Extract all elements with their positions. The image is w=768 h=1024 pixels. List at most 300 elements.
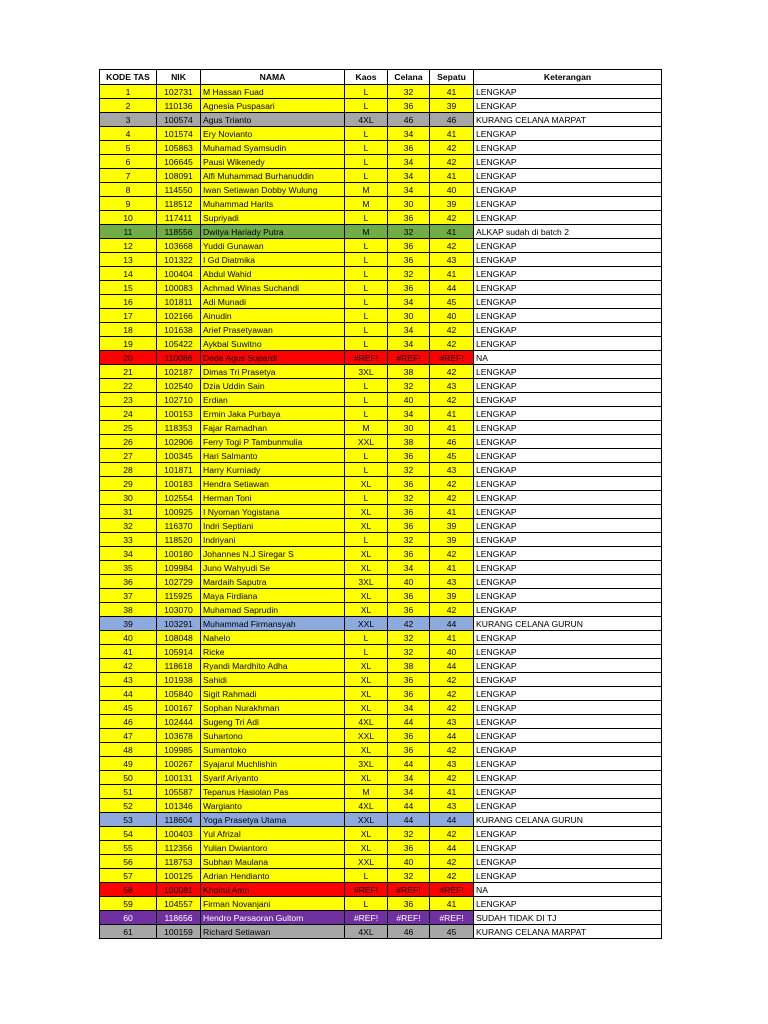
cell-kaos[interactable]: XXL <box>345 435 388 449</box>
cell-celana[interactable]: 36 <box>388 141 430 155</box>
cell-keterangan[interactable]: LENGKAP <box>474 379 662 393</box>
cell-kode-tas[interactable]: 60 <box>100 911 157 925</box>
cell-sepatu[interactable]: 43 <box>430 463 474 477</box>
cell-kode-tas[interactable]: 55 <box>100 841 157 855</box>
cell-kaos[interactable]: L <box>345 141 388 155</box>
cell-kaos[interactable]: M <box>345 197 388 211</box>
cell-celana[interactable]: 44 <box>388 799 430 813</box>
cell-nama[interactable]: Muhamad Saprudin <box>201 603 345 617</box>
cell-celana[interactable]: 32 <box>388 85 430 99</box>
cell-keterangan[interactable]: LENGKAP <box>474 281 662 295</box>
cell-sepatu[interactable]: 42 <box>430 687 474 701</box>
cell-kode-tas[interactable]: 23 <box>100 393 157 407</box>
cell-sepatu[interactable]: 44 <box>430 617 474 631</box>
cell-celana[interactable]: 36 <box>388 547 430 561</box>
cell-sepatu[interactable]: 42 <box>430 477 474 491</box>
cell-nik[interactable]: 116370 <box>157 519 201 533</box>
cell-sepatu[interactable]: 41 <box>430 407 474 421</box>
cell-nama[interactable]: Dede Agus Supardi <box>201 351 345 365</box>
cell-kaos[interactable]: 3XL <box>345 757 388 771</box>
cell-nik[interactable]: 105840 <box>157 687 201 701</box>
cell-nama[interactable]: Dwitya Hariady Putra <box>201 225 345 239</box>
header-celana[interactable]: Celana <box>388 70 430 85</box>
cell-kode-tas[interactable]: 12 <box>100 239 157 253</box>
cell-sepatu[interactable]: 44 <box>430 841 474 855</box>
cell-nama[interactable]: Nahelo <box>201 631 345 645</box>
cell-kode-tas[interactable]: 31 <box>100 505 157 519</box>
cell-kaos[interactable]: L <box>345 337 388 351</box>
cell-kaos[interactable]: XL <box>345 673 388 687</box>
cell-nama[interactable]: Ferry Togi P Tambunmulia <box>201 435 345 449</box>
cell-nama[interactable]: Dzia Uddin Sain <box>201 379 345 393</box>
cell-kaos[interactable]: XL <box>345 589 388 603</box>
cell-sepatu[interactable]: 40 <box>430 309 474 323</box>
header-keterangan[interactable]: Keterangan <box>474 70 662 85</box>
cell-sepatu[interactable]: 43 <box>430 715 474 729</box>
cell-kaos[interactable]: L <box>345 393 388 407</box>
cell-nama[interactable]: Indriyani <box>201 533 345 547</box>
cell-keterangan[interactable]: LENGKAP <box>474 169 662 183</box>
cell-keterangan[interactable]: LENGKAP <box>474 337 662 351</box>
cell-sepatu[interactable]: 42 <box>430 323 474 337</box>
cell-kode-tas[interactable]: 51 <box>100 785 157 799</box>
cell-nik[interactable]: 103291 <box>157 617 201 631</box>
cell-sepatu[interactable]: 45 <box>430 925 474 939</box>
cell-kaos[interactable]: M <box>345 225 388 239</box>
cell-sepatu[interactable]: #REF! <box>430 351 474 365</box>
cell-kode-tas[interactable]: 40 <box>100 631 157 645</box>
cell-celana[interactable]: 30 <box>388 421 430 435</box>
cell-keterangan[interactable]: LENGKAP <box>474 785 662 799</box>
cell-sepatu[interactable]: 41 <box>430 631 474 645</box>
cell-celana[interactable]: #REF! <box>388 883 430 897</box>
cell-nik[interactable]: 100167 <box>157 701 201 715</box>
cell-keterangan[interactable]: LENGKAP <box>474 701 662 715</box>
cell-kode-tas[interactable]: 33 <box>100 533 157 547</box>
cell-nama[interactable]: Suhartono <box>201 729 345 743</box>
cell-kode-tas[interactable]: 57 <box>100 869 157 883</box>
cell-keterangan[interactable]: LENGKAP <box>474 729 662 743</box>
cell-nik[interactable]: 102444 <box>157 715 201 729</box>
cell-celana[interactable]: #REF! <box>388 351 430 365</box>
cell-keterangan[interactable]: LENGKAP <box>474 575 662 589</box>
cell-nik[interactable]: 118353 <box>157 421 201 435</box>
cell-nik[interactable]: 100345 <box>157 449 201 463</box>
cell-sepatu[interactable]: 41 <box>430 85 474 99</box>
header-kode-tas[interactable]: KODE TAS <box>100 70 157 85</box>
cell-celana[interactable]: 40 <box>388 575 430 589</box>
cell-nama[interactable]: Yuddi Gunawan <box>201 239 345 253</box>
cell-kode-tas[interactable]: 58 <box>100 883 157 897</box>
cell-sepatu[interactable]: 43 <box>430 379 474 393</box>
cell-keterangan[interactable]: LENGKAP <box>474 505 662 519</box>
cell-celana[interactable]: 32 <box>388 869 430 883</box>
cell-celana[interactable]: 32 <box>388 645 430 659</box>
cell-kode-tas[interactable]: 38 <box>100 603 157 617</box>
cell-kaos[interactable]: XL <box>345 519 388 533</box>
cell-nik[interactable]: 102540 <box>157 379 201 393</box>
cell-kode-tas[interactable]: 19 <box>100 337 157 351</box>
cell-kode-tas[interactable]: 26 <box>100 435 157 449</box>
cell-keterangan[interactable]: LENGKAP <box>474 631 662 645</box>
cell-sepatu[interactable]: 41 <box>430 785 474 799</box>
cell-kode-tas[interactable]: 15 <box>100 281 157 295</box>
cell-kaos[interactable]: L <box>345 239 388 253</box>
cell-kode-tas[interactable]: 27 <box>100 449 157 463</box>
cell-kaos[interactable]: XL <box>345 505 388 519</box>
cell-sepatu[interactable]: 42 <box>430 155 474 169</box>
cell-nik[interactable]: 101574 <box>157 127 201 141</box>
cell-kode-tas[interactable]: 28 <box>100 463 157 477</box>
cell-sepatu[interactable]: 41 <box>430 505 474 519</box>
cell-nik[interactable]: 118512 <box>157 197 201 211</box>
cell-nama[interactable]: Syajarul Muchlishin <box>201 757 345 771</box>
cell-nik[interactable]: 118556 <box>157 225 201 239</box>
cell-nik[interactable]: 100403 <box>157 827 201 841</box>
cell-kode-tas[interactable]: 13 <box>100 253 157 267</box>
cell-keterangan[interactable]: LENGKAP <box>474 519 662 533</box>
cell-kaos[interactable]: XL <box>345 477 388 491</box>
cell-sepatu[interactable]: 41 <box>430 169 474 183</box>
cell-sepatu[interactable]: 39 <box>430 519 474 533</box>
cell-nama[interactable]: Supriyadi <box>201 211 345 225</box>
cell-kaos[interactable]: L <box>345 897 388 911</box>
cell-nik[interactable]: 105422 <box>157 337 201 351</box>
cell-nama[interactable]: Herman Toni <box>201 491 345 505</box>
cell-nik[interactable]: 102166 <box>157 309 201 323</box>
cell-nama[interactable]: Achmad Winas Suchandi <box>201 281 345 295</box>
cell-sepatu[interactable]: 42 <box>430 211 474 225</box>
cell-sepatu[interactable]: 44 <box>430 729 474 743</box>
cell-keterangan[interactable]: LENGKAP <box>474 799 662 813</box>
cell-kaos[interactable]: XL <box>345 771 388 785</box>
cell-kode-tas[interactable]: 43 <box>100 673 157 687</box>
cell-celana[interactable]: 36 <box>388 673 430 687</box>
cell-kaos[interactable]: XL <box>345 743 388 757</box>
cell-keterangan[interactable]: LENGKAP <box>474 463 662 477</box>
cell-keterangan[interactable]: LENGKAP <box>474 421 662 435</box>
cell-sepatu[interactable]: 43 <box>430 757 474 771</box>
cell-kode-tas[interactable]: 35 <box>100 561 157 575</box>
header-sepatu[interactable]: Sepatu <box>430 70 474 85</box>
cell-celana[interactable]: 30 <box>388 197 430 211</box>
cell-keterangan[interactable]: LENGKAP <box>474 183 662 197</box>
cell-nik[interactable]: 100125 <box>157 869 201 883</box>
cell-keterangan[interactable]: LENGKAP <box>474 743 662 757</box>
cell-celana[interactable]: 36 <box>388 239 430 253</box>
cell-nama[interactable]: Mardaih Saputra <box>201 575 345 589</box>
cell-nik[interactable]: 108048 <box>157 631 201 645</box>
cell-sepatu[interactable]: 45 <box>430 449 474 463</box>
cell-kaos[interactable]: XL <box>345 827 388 841</box>
cell-kaos[interactable]: L <box>345 533 388 547</box>
cell-kode-tas[interactable]: 24 <box>100 407 157 421</box>
cell-nama[interactable]: Hari Salmanto <box>201 449 345 463</box>
cell-kode-tas[interactable]: 6 <box>100 155 157 169</box>
cell-nik[interactable]: 100404 <box>157 267 201 281</box>
cell-kode-tas[interactable]: 17 <box>100 309 157 323</box>
cell-keterangan[interactable]: LENGKAP <box>474 547 662 561</box>
cell-nama[interactable]: Maya Firdiana <box>201 589 345 603</box>
cell-celana[interactable]: 34 <box>388 295 430 309</box>
cell-kaos[interactable]: XL <box>345 687 388 701</box>
cell-nik[interactable]: 105914 <box>157 645 201 659</box>
cell-kaos[interactable]: 4XL <box>345 113 388 127</box>
cell-kode-tas[interactable]: 14 <box>100 267 157 281</box>
cell-kode-tas[interactable]: 5 <box>100 141 157 155</box>
cell-celana[interactable]: 34 <box>388 337 430 351</box>
cell-celana[interactable]: 32 <box>388 379 430 393</box>
cell-sepatu[interactable]: 43 <box>430 799 474 813</box>
cell-kode-tas[interactable]: 37 <box>100 589 157 603</box>
cell-kode-tas[interactable]: 59 <box>100 897 157 911</box>
cell-keterangan[interactable]: KURANG CELANA GURUN <box>474 617 662 631</box>
cell-nama[interactable]: Fajar Ramadhan <box>201 421 345 435</box>
cell-kaos[interactable]: L <box>345 379 388 393</box>
cell-celana[interactable]: 46 <box>388 113 430 127</box>
cell-celana[interactable]: 36 <box>388 743 430 757</box>
cell-sepatu[interactable]: 39 <box>430 99 474 113</box>
cell-kode-tas[interactable]: 39 <box>100 617 157 631</box>
cell-nama[interactable]: Sigit Rahmadi <box>201 687 345 701</box>
cell-kaos[interactable]: L <box>345 295 388 309</box>
cell-keterangan[interactable]: LENGKAP <box>474 855 662 869</box>
cell-nama[interactable]: Indri Septiani <box>201 519 345 533</box>
cell-kaos[interactable]: 3XL <box>345 365 388 379</box>
cell-nama[interactable]: Muhamad Syamsudin <box>201 141 345 155</box>
cell-kode-tas[interactable]: 45 <box>100 701 157 715</box>
cell-celana[interactable]: 32 <box>388 631 430 645</box>
cell-nik[interactable]: 106645 <box>157 155 201 169</box>
cell-kode-tas[interactable]: 22 <box>100 379 157 393</box>
cell-kaos[interactable]: #REF! <box>345 911 388 925</box>
cell-nik[interactable]: 109985 <box>157 743 201 757</box>
cell-keterangan[interactable]: LENGKAP <box>474 309 662 323</box>
cell-nik[interactable]: 101938 <box>157 673 201 687</box>
cell-sepatu[interactable]: 40 <box>430 183 474 197</box>
cell-celana[interactable]: 38 <box>388 365 430 379</box>
cell-nama[interactable]: Subhan Maulana <box>201 855 345 869</box>
cell-kode-tas[interactable]: 61 <box>100 925 157 939</box>
cell-keterangan[interactable]: LENGKAP <box>474 561 662 575</box>
cell-kaos[interactable]: L <box>345 323 388 337</box>
cell-nama[interactable]: Yul Afrizal <box>201 827 345 841</box>
cell-celana[interactable]: 36 <box>388 253 430 267</box>
cell-keterangan[interactable]: SUDAH TIDAK DI TJ <box>474 911 662 925</box>
cell-kaos[interactable]: L <box>345 253 388 267</box>
cell-celana[interactable]: 36 <box>388 477 430 491</box>
cell-kode-tas[interactable]: 25 <box>100 421 157 435</box>
cell-nik[interactable]: 102729 <box>157 575 201 589</box>
cell-nama[interactable]: Richard Setiawan <box>201 925 345 939</box>
cell-keterangan[interactable]: LENGKAP <box>474 197 662 211</box>
cell-sepatu[interactable]: 40 <box>430 645 474 659</box>
cell-keterangan[interactable]: KURANG CELANA MARPAT <box>474 113 662 127</box>
cell-nama[interactable]: Muhammad Harits <box>201 197 345 211</box>
cell-nik[interactable]: 117411 <box>157 211 201 225</box>
cell-nik[interactable]: 101346 <box>157 799 201 813</box>
cell-kaos[interactable]: XL <box>345 547 388 561</box>
cell-nik[interactable]: 114550 <box>157 183 201 197</box>
cell-sepatu[interactable]: 39 <box>430 197 474 211</box>
cell-keterangan[interactable]: LENGKAP <box>474 155 662 169</box>
cell-kode-tas[interactable]: 10 <box>100 211 157 225</box>
cell-keterangan[interactable]: LENGKAP <box>474 589 662 603</box>
cell-sepatu[interactable]: 43 <box>430 575 474 589</box>
cell-kaos[interactable]: XXL <box>345 729 388 743</box>
cell-celana[interactable]: 34 <box>388 155 430 169</box>
cell-celana[interactable]: 32 <box>388 827 430 841</box>
cell-kaos[interactable]: XL <box>345 659 388 673</box>
cell-kaos[interactable]: L <box>345 267 388 281</box>
cell-celana[interactable]: 36 <box>388 589 430 603</box>
cell-celana[interactable]: 36 <box>388 449 430 463</box>
cell-kode-tas[interactable]: 29 <box>100 477 157 491</box>
cell-keterangan[interactable]: LENGKAP <box>474 393 662 407</box>
cell-keterangan[interactable]: LENGKAP <box>474 449 662 463</box>
cell-kode-tas[interactable]: 36 <box>100 575 157 589</box>
cell-celana[interactable]: 40 <box>388 393 430 407</box>
cell-keterangan[interactable]: LENGKAP <box>474 99 662 113</box>
cell-kaos[interactable]: L <box>345 463 388 477</box>
cell-nik[interactable]: 103668 <box>157 239 201 253</box>
cell-nama[interactable]: Ryandi Mardhito Adha <box>201 659 345 673</box>
cell-nama[interactable]: Sugeng Tri Adi <box>201 715 345 729</box>
cell-kaos[interactable]: L <box>345 631 388 645</box>
cell-kaos[interactable]: XXL <box>345 855 388 869</box>
cell-keterangan[interactable]: KURANG CELANA GURUN <box>474 813 662 827</box>
cell-nama[interactable]: Dimas Tri Prasetya <box>201 365 345 379</box>
cell-sepatu[interactable]: 42 <box>430 337 474 351</box>
cell-nama[interactable]: Syarif Ariyanto <box>201 771 345 785</box>
cell-sepatu[interactable]: 42 <box>430 743 474 757</box>
cell-kode-tas[interactable]: 4 <box>100 127 157 141</box>
cell-kaos[interactable]: L <box>345 127 388 141</box>
cell-nik[interactable]: 112356 <box>157 841 201 855</box>
cell-celana[interactable]: 36 <box>388 729 430 743</box>
cell-kaos[interactable]: #REF! <box>345 351 388 365</box>
cell-sepatu[interactable]: 46 <box>430 113 474 127</box>
cell-keterangan[interactable]: ALKAP sudah di batch 2 <box>474 225 662 239</box>
cell-kaos[interactable]: M <box>345 421 388 435</box>
cell-kaos[interactable]: L <box>345 169 388 183</box>
cell-sepatu[interactable]: 41 <box>430 421 474 435</box>
cell-nama[interactable]: Harry Kurniady <box>201 463 345 477</box>
cell-keterangan[interactable]: LENGKAP <box>474 85 662 99</box>
cell-celana[interactable]: 34 <box>388 127 430 141</box>
cell-nama[interactable]: I Nyoman Yogistana <box>201 505 345 519</box>
cell-sepatu[interactable]: 42 <box>430 855 474 869</box>
cell-kaos[interactable]: L <box>345 211 388 225</box>
cell-kaos[interactable]: XL <box>345 603 388 617</box>
cell-nama[interactable]: Ricke <box>201 645 345 659</box>
cell-kaos[interactable]: XL <box>345 561 388 575</box>
cell-kode-tas[interactable]: 2 <box>100 99 157 113</box>
cell-keterangan[interactable]: LENGKAP <box>474 239 662 253</box>
cell-celana[interactable]: 44 <box>388 715 430 729</box>
cell-sepatu[interactable]: 45 <box>430 295 474 309</box>
cell-kaos[interactable]: L <box>345 449 388 463</box>
cell-kode-tas[interactable]: 18 <box>100 323 157 337</box>
cell-nik[interactable]: 118753 <box>157 855 201 869</box>
cell-nama[interactable]: Hendro Parsaoran Gultom <box>201 911 345 925</box>
cell-keterangan[interactable]: LENGKAP <box>474 267 662 281</box>
cell-celana[interactable]: 38 <box>388 659 430 673</box>
cell-keterangan[interactable]: LENGKAP <box>474 323 662 337</box>
cell-nik[interactable]: 102906 <box>157 435 201 449</box>
cell-keterangan[interactable]: LENGKAP <box>474 897 662 911</box>
cell-kode-tas[interactable]: 3 <box>100 113 157 127</box>
cell-celana[interactable]: 34 <box>388 561 430 575</box>
cell-nik[interactable]: 105863 <box>157 141 201 155</box>
cell-kode-tas[interactable]: 49 <box>100 757 157 771</box>
cell-celana[interactable]: 36 <box>388 519 430 533</box>
cell-sepatu[interactable]: 44 <box>430 813 474 827</box>
cell-nik[interactable]: 101638 <box>157 323 201 337</box>
cell-nik[interactable]: 109984 <box>157 561 201 575</box>
cell-kode-tas[interactable]: 1 <box>100 85 157 99</box>
cell-sepatu[interactable]: 41 <box>430 225 474 239</box>
cell-sepatu[interactable]: 42 <box>430 827 474 841</box>
cell-celana[interactable]: 32 <box>388 463 430 477</box>
cell-sepatu[interactable]: 41 <box>430 267 474 281</box>
cell-nama[interactable]: Firman Novanjani <box>201 897 345 911</box>
cell-nik[interactable]: 108091 <box>157 169 201 183</box>
cell-keterangan[interactable]: NA <box>474 883 662 897</box>
cell-nama[interactable]: I Gd Diatmika <box>201 253 345 267</box>
cell-kaos[interactable]: L <box>345 281 388 295</box>
cell-nik[interactable]: 118604 <box>157 813 201 827</box>
cell-sepatu[interactable]: 41 <box>430 561 474 575</box>
cell-nama[interactable]: Sumantoko <box>201 743 345 757</box>
cell-keterangan[interactable]: LENGKAP <box>474 603 662 617</box>
cell-celana[interactable]: 34 <box>388 169 430 183</box>
cell-keterangan[interactable]: LENGKAP <box>474 841 662 855</box>
cell-nik[interactable]: 104557 <box>157 897 201 911</box>
cell-celana[interactable]: #REF! <box>388 911 430 925</box>
cell-kaos[interactable]: XL <box>345 701 388 715</box>
cell-nik[interactable]: 100153 <box>157 407 201 421</box>
cell-celana[interactable]: 34 <box>388 323 430 337</box>
cell-kode-tas[interactable]: 32 <box>100 519 157 533</box>
cell-keterangan[interactable]: LENGKAP <box>474 533 662 547</box>
cell-nama[interactable]: Yoga Prasetya Utama <box>201 813 345 827</box>
cell-kaos[interactable]: L <box>345 85 388 99</box>
cell-nik[interactable]: 101322 <box>157 253 201 267</box>
cell-kaos[interactable]: 3XL <box>345 575 388 589</box>
cell-nama[interactable]: Johannes N.J Siregar S <box>201 547 345 561</box>
cell-sepatu[interactable]: 43 <box>430 253 474 267</box>
cell-kode-tas[interactable]: 46 <box>100 715 157 729</box>
cell-kode-tas[interactable]: 20 <box>100 351 157 365</box>
cell-sepatu[interactable]: 46 <box>430 435 474 449</box>
cell-nama[interactable]: Ainudin <box>201 309 345 323</box>
cell-nik[interactable]: 102554 <box>157 491 201 505</box>
cell-kode-tas[interactable]: 42 <box>100 659 157 673</box>
cell-nik[interactable]: 100131 <box>157 771 201 785</box>
cell-nik[interactable]: 103070 <box>157 603 201 617</box>
cell-nik[interactable]: 100180 <box>157 547 201 561</box>
cell-sepatu[interactable]: #REF! <box>430 911 474 925</box>
cell-sepatu[interactable]: 42 <box>430 869 474 883</box>
cell-kode-tas[interactable]: 53 <box>100 813 157 827</box>
cell-nama[interactable]: Hendra Setiawan <box>201 477 345 491</box>
cell-nama[interactable]: Muhammad Firmansyah <box>201 617 345 631</box>
cell-sepatu[interactable]: 42 <box>430 239 474 253</box>
cell-kaos[interactable]: L <box>345 155 388 169</box>
cell-kaos[interactable]: L <box>345 869 388 883</box>
cell-kode-tas[interactable]: 52 <box>100 799 157 813</box>
